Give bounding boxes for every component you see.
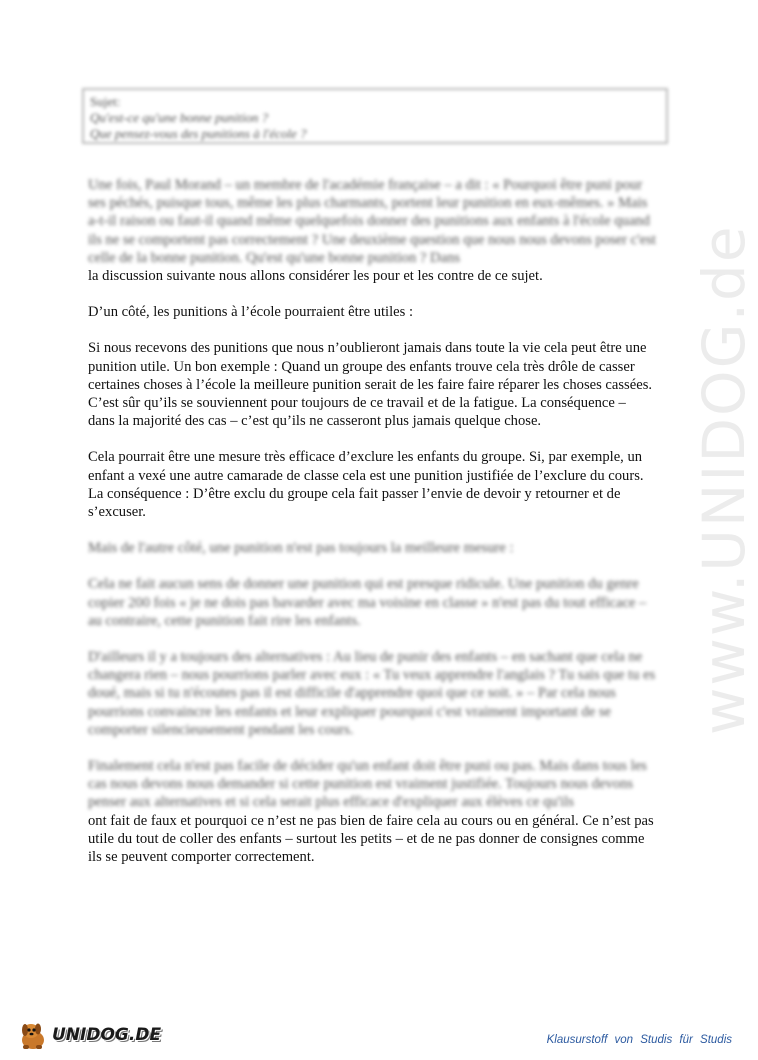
watermark: www.UNIDOG.de <box>690 224 758 735</box>
paragraph-pro-heading: D’un côté, les punitions à l’école pourraient être utiles : <box>88 304 414 321</box>
paragraph-conclusion-end: ont fait de faux et pourquoi ce n’est ne pas bien de faire cela au cours ou en général. Ce n’est pas utile du tout de coller des enfants – surtout les petits – et de ne pas donner de consignes comme ils se peuvent comporter correctement. <box>88 812 654 866</box>
paragraph-pro-2: Cela pourrait être une mesure très efficace d’exclure les enfants du groupe. Si, par exemple, un enfant a vexé une autre camarade de classe cela est une punition justifiée de l’exclure du cours. La conséquence : D’être exclu du groupe cela fait passer l’envie de devoir y retourner et de s’excuser. <box>88 449 644 521</box>
subject-box <box>82 88 668 144</box>
paragraph-conclusion-blurred: Finalement cela n'est pas facile de décider qu'un enfant doit être puni ou pas. Mais dans tous les cas nous devons nous demander si cette punition est vraiment justifiée. Toujours nous devons penser aux alternatives et si cela serait plus efficace d'expliquer aux élèves ce qu'ils <box>88 758 647 811</box>
paragraph-intro-end: la discussion suivante nous allons considérer les pour et les contre de ce sujet. <box>88 268 543 285</box>
paragraph-contra-heading: Mais de l'autre côté, une punition n'est pas toujours la meilleure mesure : <box>88 540 514 557</box>
subject-label: Sujet: <box>90 94 121 109</box>
subject-question-1: Qu'est-ce qu'une bonne punition ? <box>90 110 269 125</box>
paragraph-pro-1: Si nous recevons des punitions que nous n’oublieront jamais dans toute la vie cela peut être une punition utile. Un bon exemple : Quand un groupe des enfants trouve cela très drôle de casser certaines choses à l’école la meilleure punition serait de les faire faire réparer les choses cassées. C’est sûr qu’ils se souviennent pour toujours de ce travail et de la fatigue. La conséquence – dans la majorité des cas – c’est qu’ils ne casseront plus jamais quelque chose. <box>88 340 653 430</box>
logo-text: UNIDOG.DE <box>52 1025 162 1045</box>
footer-logo[interactable] <box>16 1018 161 1052</box>
paragraph-intro-blurred: Une fois, Paul Morand – un membre de l'académie française – a dit : « Pourquoi être puni pour ses péchés, puisque tous, même les plus charmants, portent leur punition en eux-mêmes. » Mais a-t-il raison ou faut-il quand même quelquefois donner des punitions aux enfants à l'école quand ils ne se comportent pas correctement ? Une deuxième question que nous nous devons poser c'est celle de la bonne punition. Qu'est qu'une bonne punition ? Dans <box>88 177 656 266</box>
paragraph-contra-1: Cela ne fait aucun sens de donner une punition qui est presque ridicule. Une punition du genre copier 200 fois « je ne dois pas bavarder avec ma voisine en classe » n'est pas du tout efficace – au contraire, cette punition fait rire les enfants. <box>88 576 647 629</box>
dog-mascot-icon <box>16 1018 50 1052</box>
essay-body <box>88 176 656 884</box>
paragraph-contra-2: D'ailleurs il y a toujours des alternatives : Au lieu de punir des enfants – en sachant que cela ne changera rien – nous pourrions parler avec eux : « Tu veux apprendre l'anglais ? Tu sais que tu es doué, mais si tu n'écoutes pas il est difficile d'apprendre quoi que ce soit. » – Par cela nous pourrions convaincre les enfants et leur expliquer pourquoi c'est vraiment important de se comporter silencieusement pendant les cours. <box>88 649 656 738</box>
footer-tagline: Klausurstoff von Studis für Studis <box>546 1034 732 1046</box>
subject-question-2: Que pensez-vous des punitions à l'école ? <box>90 126 307 141</box>
